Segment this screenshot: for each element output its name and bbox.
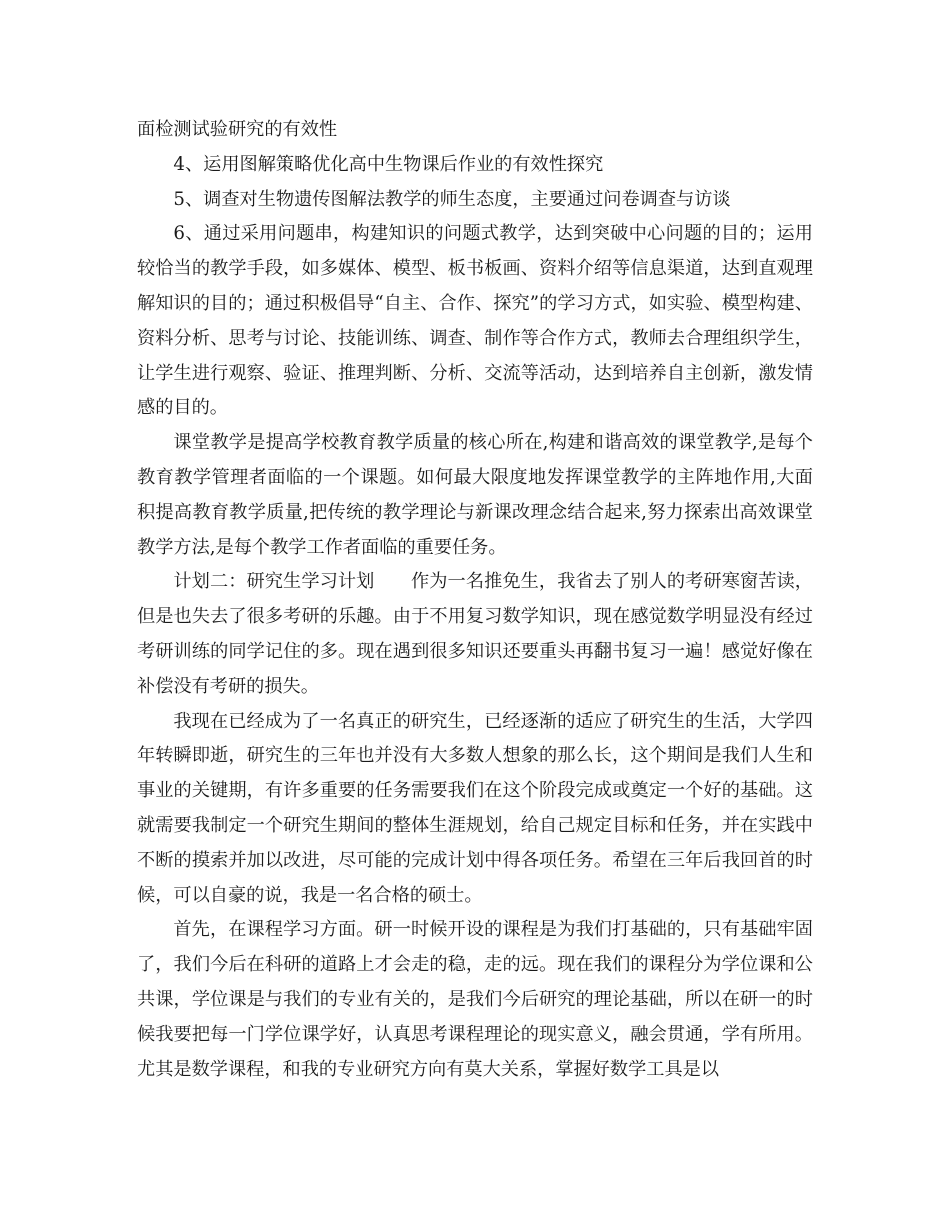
paragraph-graduate-life: 我现在已经成为了一名真正的研究生，已经逐渐的适应了研究生的生活，大学四年转瞬即逝，研究生的三年也并没有大多数人想象的那么长，这个期间是我们人生和事业的关键期，有许多重要的任务需要我们在这个阶段完成或奠定一个好的基础。这就需要我制定一个研究生期间的整体生涯规划，给自己规定目标和任务，并在实践中不断的摸索并加以改进，尽可能的完成计划中得各项任务。希望在三年后我回首的时候，可以自豪的说，我是一名合格的硕士。	[137, 710, 813, 906]
paragraph-course-study: 首先，在课程学习方面。研一时候开设的课程是为我们打基础的，只有基础牢固了，我们今后在科研的道路上才会走的稳，走的远。现在我们的课程分为学位课和公共课，学位课是与我们的专业有关的，是我们今后研究的理论基础，所以在研一的时候我要把每一门学位课学好，认真思考课程理论的现实意义，融会贯通，学有所用。尤其是数学课程，和我的专业研究方向有莫大关系，掌握好数学工具是以	[137, 919, 813, 1080]
paragraph-continuation: 面检测试验研究的有效性	[137, 119, 338, 140]
paragraph-classroom-teaching: 课堂教学是提高学校教育教学质量的核心所在,构建和谐高效的课堂教学,是每个教育教学管理者面临的一个课题。如何最大限度地发挥课堂教学的主阵地作用,大面积提高教育教学质量,把传统的教学理论与新课改理念结合起来,努力探索出高效课堂教学方法,是每个教学工作者面临的重要任务。	[137, 432, 813, 558]
paragraph-plan-two: 计划二：研究生学习计划 作为一名推免生，我省去了别人的考研寒窗苦读，但是也失去了很多考研的乐趣。由于不用复习数学知识，现在感觉数学明显没有经过考研训练的同学记住的多。现在遇到很多知识还要重头再翻书复习一遍！感觉好像在补偿没有考研的损失。	[137, 571, 813, 697]
paragraph-item-4: 4、运用图解策略优化高中生物课后作业的有效性探究	[173, 153, 604, 175]
paragraph-item-6: 6、通过采用问题串，构建知识的问题式教学，达到突破中心问题的目的；运用较恰当的教学手段，如多媒体、模型、板书板画、资料介绍等信息渠道，达到直观理解知识的目的；通过积极倡导“自主、合作、探究”的学习方式，如实验、模型构建、资料分析、思考与讨论、技能训练、调查、制作等合作方式，教师去合理组织学生，让学生进行观察、验证、推理判断、分析、交流等活动，达到培养自主创新，激发情感的目的。	[137, 223, 813, 419]
paragraph-item-5: 5、调查对生物遗传图解法教学的师生态度，主要通过问卷调查与访谈	[173, 188, 731, 210]
document-body	[137, 113, 813, 1087]
